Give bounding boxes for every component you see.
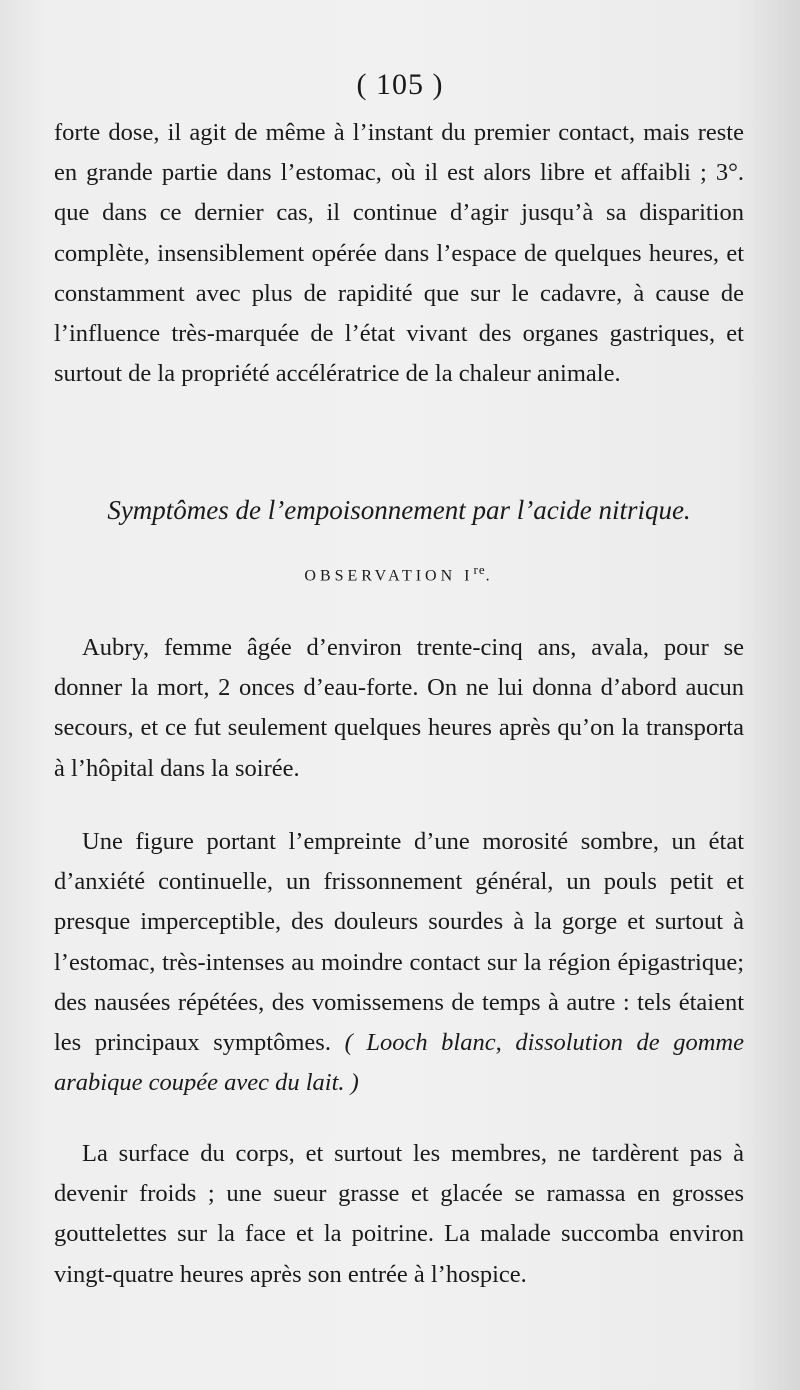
paragraph-outcome: La surface du corps, et surtout les membres, ne tardèrent pas à devenir froids ; une sueur grasse et glacée se ramassa en grosses gouttelettes sur la face et la poitrine. La malade succomba environ vingt-quatre heures après son entrée à l’hospice. <box>54 1140 744 1288</box>
paragraph-continuation: forte dose, il agit de même à l’instant du premier contact, mais reste en grande partie dans l’estomac, où il est alors libre et affaibli ; 3°. que dans ce dernier cas, il continue d’agir jusqu’à sa disparition complète, insensiblement opérée dans l’espace de quelques heures, et constamment avec plus de rapidité que sur le cadavre, à cause de l’influence très-marquée de l’état vivant des organes gastriques, et surtout de la propriété accélératrice de la chaleur animale. <box>54 119 744 388</box>
observation-title <box>54 562 744 585</box>
section-heading: Symptômes de l’empoisonnement par l’acide nitrique. <box>107 495 691 525</box>
observation-suffix: . <box>485 567 494 585</box>
paragraph-case-introduction: Aubry, femme âgée d’environ trente-cinq ans, avala, pour se donner la mort, 2 onces d’eau-forte. On ne lui donna d’abord aucun secours, et ce fut seulement quelques heures après qu’on la transporta à l’hôpital dans la soirée. <box>54 634 744 782</box>
treatment-note: ( Looch blanc, dissolution de gomme arabique coupée avec du lait. ) <box>54 1029 744 1097</box>
symptoms-text: Une figure portant l’empreinte d’une morosité sombre, un état d’anxiété continuelle, un frissonnement général, un pouls petit et presque imperceptible, des douleurs sourdes à la gorge et surtout à l’estomac, très-intenses au moindre contact sur la région épigastrique; des nausées répétées, des vomissemens de temps à autre : tels étaient les principaux symptômes. <box>54 828 744 1057</box>
observation-superscript: re <box>473 562 486 577</box>
paragraph-symptoms <box>54 822 744 1103</box>
observation-label: OBSERVATION I <box>304 567 474 585</box>
page-number: ( 105 ) <box>356 68 444 101</box>
